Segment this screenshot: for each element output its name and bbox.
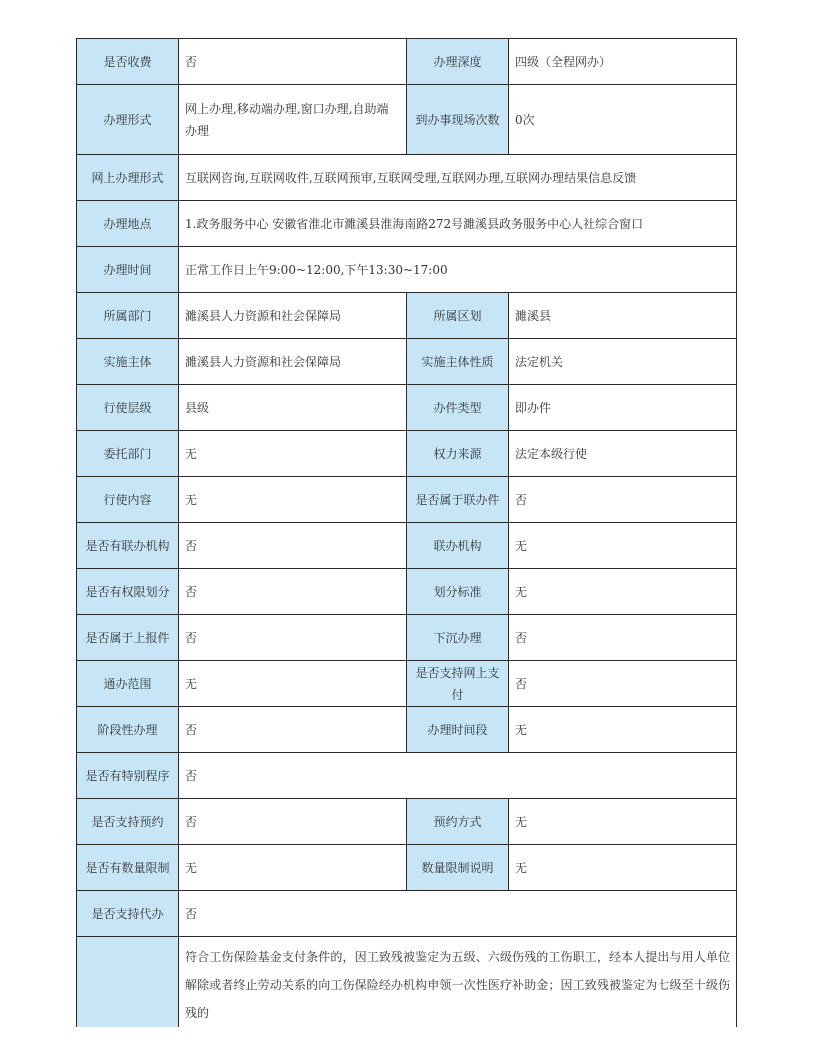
row-entrusted: [77, 431, 737, 477]
label-visits: 到办事现场次数: [407, 85, 509, 155]
label-content: 行使内容: [77, 477, 179, 523]
label-sink: 下沉办理: [407, 615, 509, 661]
label-appointment-method: 预约方式: [407, 799, 509, 845]
value-sink: 否: [509, 615, 737, 661]
value-region: 濉溪县: [509, 293, 737, 339]
value-agent: 否: [179, 891, 737, 937]
row-online-form: [77, 155, 737, 201]
value-appointment: 否: [179, 799, 407, 845]
value-period: 无: [509, 707, 737, 753]
label-department: 所属部门: [77, 293, 179, 339]
label-form: 办理形式: [77, 85, 179, 155]
value-depth: 四级（全程网办）: [509, 39, 737, 85]
label-report: 是否属于上报件: [77, 615, 179, 661]
row-hours: [77, 247, 737, 293]
label-has-division: 是否有权限划分: [77, 569, 179, 615]
label-special: 是否有特别程序: [77, 753, 179, 799]
value-content: 无: [179, 477, 407, 523]
row-joint-org: [77, 523, 737, 569]
value-hours: 正常工作日上午9:00~12:00,下午13:30~17:00: [179, 247, 737, 293]
label-has-joint-org: 是否有联办机构: [77, 523, 179, 569]
value-quantity: 无: [179, 845, 407, 891]
row-fee: [77, 39, 737, 85]
row-location: [77, 201, 737, 247]
label-subject-nature: 实施主体性质: [407, 339, 509, 385]
value-form: 网上办理,移动端办理,窗口办理,自助端办理: [179, 85, 407, 155]
label-agent: 是否支持代办: [77, 891, 179, 937]
row-special: [77, 753, 737, 799]
value-appointment-method: 无: [509, 799, 737, 845]
value-joint-org: 无: [509, 523, 737, 569]
label-online-form: 网上办理形式: [77, 155, 179, 201]
value-stage: 否: [179, 707, 407, 753]
row-scope: [77, 661, 737, 707]
value-scope: 无: [179, 661, 407, 707]
row-level: [77, 385, 737, 431]
value-entrusted: 无: [179, 431, 407, 477]
value-joint-case: 否: [509, 477, 737, 523]
value-quantity-note: 无: [509, 845, 737, 891]
label-hours: 办理时间: [77, 247, 179, 293]
row-appointment: [77, 799, 737, 845]
label-case-type: 办件类型: [407, 385, 509, 431]
row-quantity: [77, 845, 737, 891]
row-conditions: [77, 937, 737, 1028]
label-scope: 通办范围: [77, 661, 179, 707]
label-division-standard: 划分标准: [407, 569, 509, 615]
label-region: 所属区划: [407, 293, 509, 339]
value-online-pay: 否: [509, 661, 737, 707]
label-subject: 实施主体: [77, 339, 179, 385]
label-fee: 是否收费: [77, 39, 179, 85]
value-online-form: 互联网咨询,互联网收件,互联网预审,互联网受理,互联网办理,互联网办理结果信息反馈: [179, 155, 737, 201]
label-quantity: 是否有数量限制: [77, 845, 179, 891]
label-joint-org: 联办机构: [407, 523, 509, 569]
label-depth: 办理深度: [407, 39, 509, 85]
label-power-source: 权力来源: [407, 431, 509, 477]
value-has-division: 否: [179, 569, 407, 615]
value-has-joint-org: 否: [179, 523, 407, 569]
row-subject: [77, 339, 737, 385]
service-info-table: [76, 38, 736, 1027]
value-subject: 濉溪县人力资源和社会保障局: [179, 339, 407, 385]
value-location: 1.政务服务中心 安徽省淮北市濉溪县淮海南路272号濉溪县政务服务中心人社综合窗口: [179, 201, 737, 247]
row-department: [77, 293, 737, 339]
label-conditions: [77, 937, 179, 1028]
row-agent: [77, 891, 737, 937]
value-conditions: 符合工伤保险基金支付条件的，因工致残被鉴定为五级、六级伤残的工伤职工，经本人提出与用人单位解除或者终止劳动关系的向工伤保险经办机构申领一次性医疗补助金；因工致残被鉴定为七级至十级伤残的: [179, 937, 737, 1028]
label-stage: 阶段性办理: [77, 707, 179, 753]
value-report: 否: [179, 615, 407, 661]
row-form: [77, 85, 737, 155]
label-joint-case: 是否属于联办件: [407, 477, 509, 523]
value-visits: 0次: [509, 85, 737, 155]
label-quantity-note: 数量限制说明: [407, 845, 509, 891]
value-subject-nature: 法定机关: [509, 339, 737, 385]
value-fee: 否: [179, 39, 407, 85]
label-level: 行使层级: [77, 385, 179, 431]
value-department: 濉溪县人力资源和社会保障局: [179, 293, 407, 339]
value-power-source: 法定本级行使: [509, 431, 737, 477]
value-division-standard: 无: [509, 569, 737, 615]
value-level: 县级: [179, 385, 407, 431]
row-stage: [77, 707, 737, 753]
value-case-type: 即办件: [509, 385, 737, 431]
label-appointment: 是否支持预约: [77, 799, 179, 845]
label-entrusted: 委托部门: [77, 431, 179, 477]
row-division: [77, 569, 737, 615]
label-period: 办理时间段: [407, 707, 509, 753]
value-special: 否: [179, 753, 737, 799]
label-location: 办理地点: [77, 201, 179, 247]
row-content: [77, 477, 737, 523]
row-report: [77, 615, 737, 661]
label-online-pay: 是否支持网上支付: [407, 661, 509, 707]
